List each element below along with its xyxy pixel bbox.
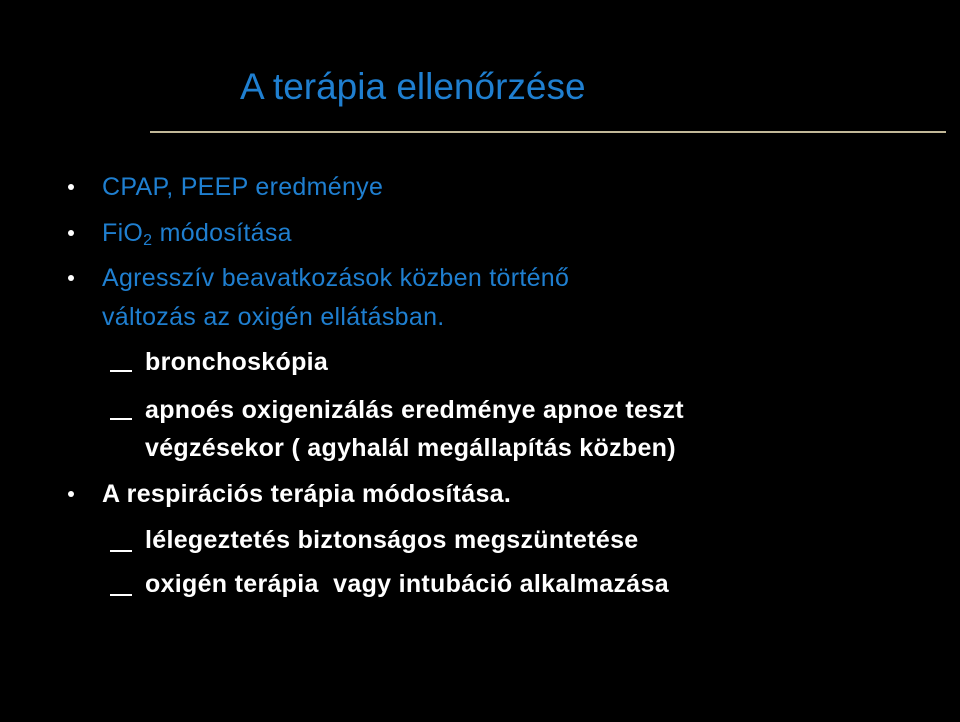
dash-icon <box>110 418 132 420</box>
slide-title: A terápia ellenőrzése <box>240 66 586 107</box>
bullet-item-fio2 <box>102 219 292 249</box>
sub-item-lelegeztetes: lélegeztetés biztonságos megszüntetése <box>145 526 639 554</box>
fio2-text: FiO <box>102 219 144 247</box>
dash-icon <box>110 550 132 552</box>
sub-item-bronchoskopia: bronchoskópia <box>145 348 329 376</box>
bullet-item-respiracios: A respirációs terápia módosítása. <box>102 480 512 508</box>
sub-item-apnoes-line1: apnoés oxigenizálás eredménye apnoe teszt <box>145 396 684 424</box>
bullet-item-agressziv-line2: változás az oxigén ellátásban. <box>102 303 445 331</box>
bullet-item-cpap: CPAP, PEEP eredménye <box>102 173 384 201</box>
dash-icon <box>110 370 132 372</box>
bullet-icon <box>68 491 74 497</box>
sub-item-apnoes-line2: végzésekor ( agyhalál megállapítás közben) <box>145 434 676 462</box>
title-divider <box>150 131 946 133</box>
bullet-icon <box>68 230 74 236</box>
bullet-icon <box>68 184 74 190</box>
fio2-subscript: 2 <box>143 232 153 249</box>
sub-item-oxigen-terapia: oxigén terápia vagy intubáció alkalmazása <box>145 570 669 598</box>
fio2-text-rest: módosítása <box>152 219 292 247</box>
dash-icon <box>110 594 132 596</box>
bullet-item-agressziv-line1: Agresszív beavatkozások közben történő <box>102 264 570 292</box>
bullet-icon <box>68 275 74 281</box>
